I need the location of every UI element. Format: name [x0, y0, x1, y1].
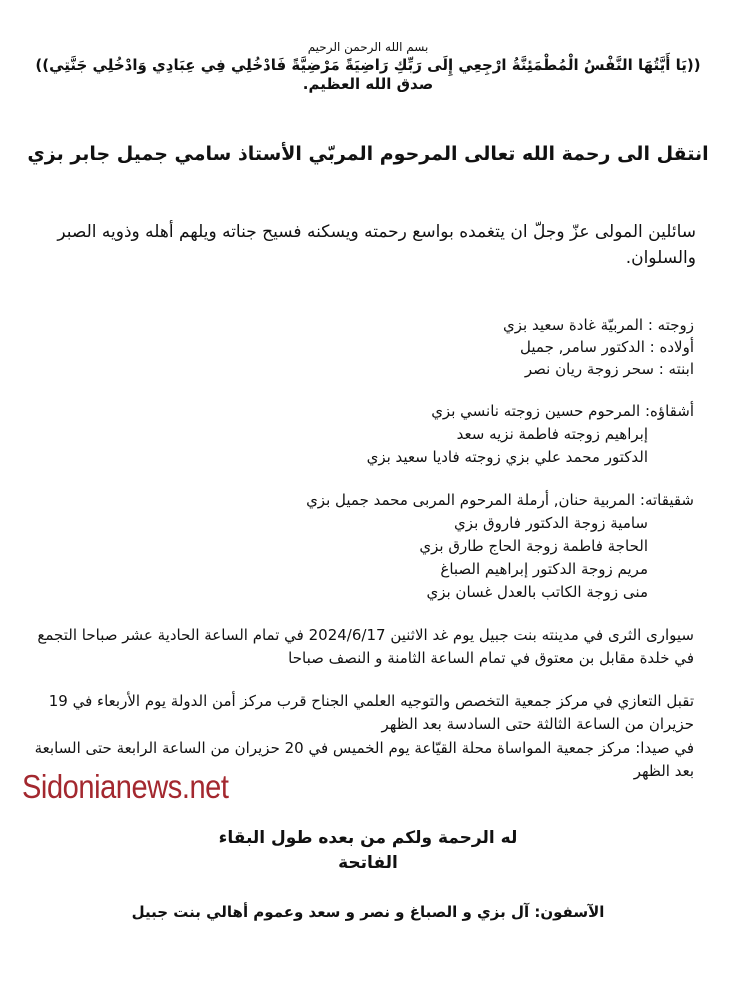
fatiha-line: الفاتحة [338, 853, 398, 873]
sons-line: أولاده : الدكتور سامر, جميل [520, 338, 694, 356]
sister-line: الحاجة فاطمة زوجة الحاج طارق بزي [419, 537, 648, 555]
verse-closing: صدق الله العظيم. [302, 75, 434, 93]
wife-line: زوجته : المربيّة غادة سعيد بزي [502, 316, 694, 334]
sister-line: شقيقاته: المربية حنان, أرملة المرحوم المربى محمد جميل بزي [306, 491, 694, 509]
sister-line: مريم زوجة الدكتور إبراهيم الصباغ [440, 560, 648, 578]
mourners-line: الآسفون: آل بزي و الصباغ و نصر و سعد وعموم أهالي بنت جبيل [131, 903, 605, 921]
brother-line: الدكتور محمد علي بزي زوجته فاديا سعيد بزي [366, 448, 648, 466]
prayer-paragraph: سائلين المولى عزّ وجلّ ان يتغمده بواسع رحمته ويسكنه فسيح جناته ويلهم أهله وذويه الصبر والسلوان. [57, 222, 696, 268]
quran-verse: ((يَا أَيَّتُهَا النَّفْسُ الْمُطْمَئِنَّةُ ارْجِعِي إِلَى رَبِّكِ رَاضِيَةً مَرْضِيَّةً فَادْخُلِي فِي عِبَادِي وَادْخُلِي جَنَّتِي)) [35, 56, 701, 74]
watermark: Sidonianews.net [22, 768, 229, 805]
death-announcement-headline: انتقل الى رحمة الله تعالى المرحوم المربّي الأستاذ سامي جميل جابر بزي [27, 143, 709, 165]
condolence-beirut: تقبل التعازي في مركز جمعية التخصص والتوجيه العلمي الجناح قرب مركز أمن الدولة يوم الأربعاء في 19 حزيران من الساعة الثالثة حتى السادسة بعد الظهر [48, 692, 694, 733]
daughter-line: ابنته : سحر زوجة ريان نصر [524, 360, 694, 378]
sister-line: منى زوجة الكاتب بالعدل غسان بزي [426, 583, 648, 601]
brother-line: إبراهيم زوجته فاطمة نزيه سعد [456, 425, 648, 443]
basmala: بسم الله الرحمن الرحيم [307, 40, 429, 54]
funeral-details: سيوارى الثرى في مدينته بنت جبيل يوم غد الاثنين 2024/6/17 في تمام الساعة الحادية عشر صباحا التجمع في خلدة مقابل بن معتوق في تمام الساعة الثامنة و النصف صباحا [37, 626, 694, 667]
condolence-saida: في صيدا: مركز جمعية المواساة محلة القيّاعة يوم الخميس في 20 حزيران من الساعة الرابعة حتى السابعة بعد الظهر [34, 739, 694, 780]
brother-line: أشقاؤه: المرحوم حسين زوجته نانسي بزي [431, 402, 694, 420]
closing-line: له الرحمة ولكم من بعده طول البقاء [218, 828, 518, 848]
sister-line: سامية زوجة الدكتور فاروق بزي [454, 514, 648, 532]
